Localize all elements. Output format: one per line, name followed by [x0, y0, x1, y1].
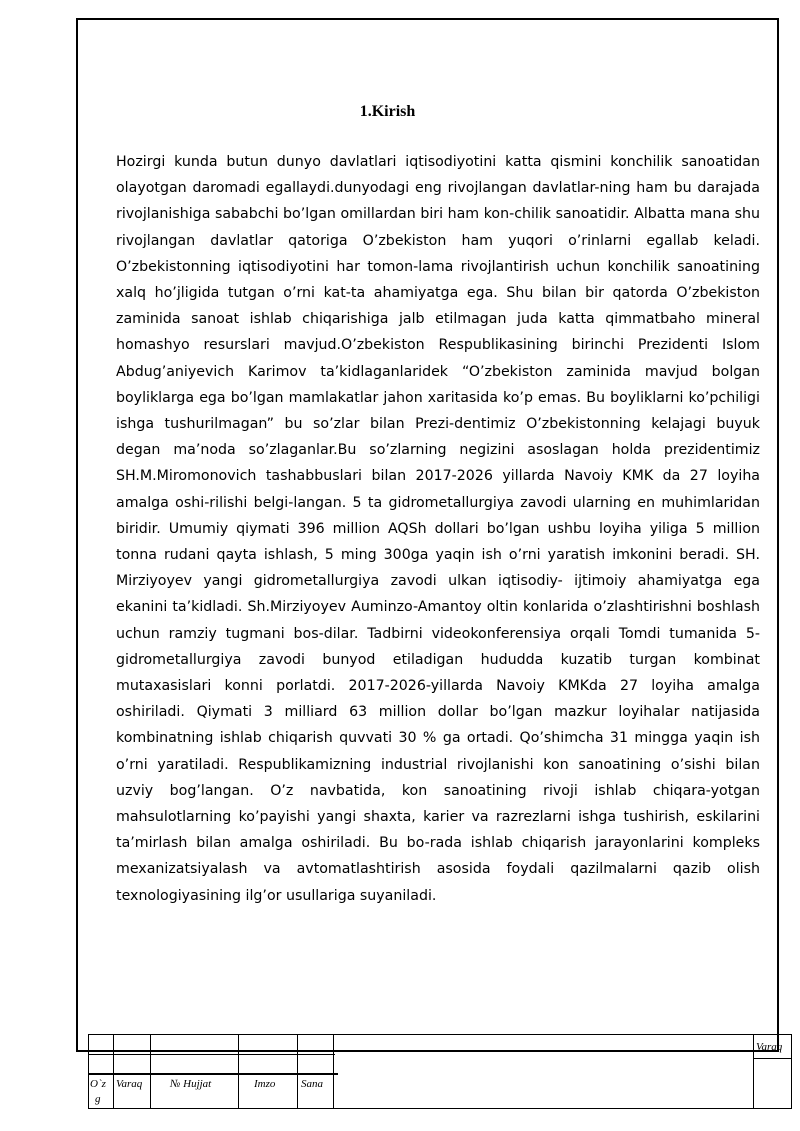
section-heading: 1.Kirish [359, 103, 416, 120]
stamp-label-varaq: Varaq [116, 1078, 143, 1090]
stamp-label-izm-2: g [95, 1093, 101, 1105]
stamp-label-sana: Sana [301, 1078, 323, 1090]
stamp-label-hujjat: № Hujjat [170, 1078, 212, 1090]
stamp-label-imzo: Imzo [254, 1078, 276, 1090]
body-paragraph: Hozirgi kunda butun dunyo davlatlari iqtisodiyotini katta qismini konchilik sanoatidan olayotgan daromadi egallaydi.dunyodagi eng rivojlangan davlatlar-ning ham bu darajada rivojlanishiga sababchi bo’lgan omillardan biri ham kon-chilik sanoatidir. Albatta mana shu rivojlangan davlatlar qatoriga O’zbekiston ham yuqori o’rinlarni egallab keladi. O’zbekistonning iqtisodiyotini har tomon-lama rivojlantirish uchun konchilik sanoatining xalq ho’jligida tutgan o’rni kat-ta ahamiyatga ega. Shu bilan bir qatorda O’zbekiston zaminida sanoat ishlab chiqarishiga jalb etilmagan juda katta qimmatbaho mineral homashyo resurslari mavjud.O’zbekiston Respublikasining birinchi Prezidenti Islom Abdug’aniyevich Karimov ta’kidlaganlaridek “O’zbekiston zaminida mavjud bolgan boyliklarga ega bo’lgan mamlakatlar jahon xaritasida ko’p emas. Bu boyliklarni ko’pchiligi ishga tushurilmagan” bu so’zlar bilan Prezi-dentimiz O’zbekistonning kelajagi buyuk degan ma’noda so’zlaganlar.Bu so’zlarning negizini asoslagan holda prezidentimiz SH.M.Miromonovich tashabbuslari bilan 2017-2026 yillarda Navoiy KMK da 27 loyiha amalga oshi-rilishi belgi-langan. 5 ta gidrometallurgiya zavodi ularning en muhimlaridan biridir. Umumiy qiymati 396 million AQSh dollari bo’lgan ushbu loyiha yiliga 5 million tonna rudani qayta ishlash, 5 ming 300ga yaqin ish o’rni yaratish imkonini beradi. SH. Mirziyoyev yangi gidrometallurgiya zavodi ulkan iqtisodiy- ijtimoiy ahamiyatga ega ekanini ta’kidladi. Sh.Mirziyoyev Auminzo-Amantoy oltin konlarida o’zlashtirishni boshlash uchun ramziy tugmani bos-dilar. Tadbirni videokonferensiya orqali Tomdi tumanida 5-gidrometallurgiya zavodi bunyod etiladigan hududda kuzatib turgan kombinat mutaxasislari konni porlatdi. 2017-2026-yillarda Navoiy KMKda 27 loyiha amalga oshiriladi. Qiymati 3 milliard 63 million dollar bo’lgan mazkur loyihalar natijasida kombinatning ishlab chiqarish quvvati 30 % ga ortadi. Qo’shimcha 31 mingga yaqin ish o’rni yaratiladi. Respublikamizning industrial rivojlanishi kon sanoatining o’sishi bilan uzviy bog’langan. O’z navbatida, kon sanoatining rivoji ishlab chiqara-yotgan mahsulotlarning ko’payishi yangi shaxta, karier va razrezlarni ishga tushirish, eskilarini ta’mirlash bilan amalga oshiriladi. Bu bo-rada ishlab chiqarish jarayonlarini kompleks mexanizatsiyalash va avtomatlashtirish asosida foydali qazilmalarni qazib olish texnologiyasining ilg’or usullariga suyaniladi. [116, 154, 760, 904]
stamp-label-sheet: Varaq [756, 1041, 783, 1053]
stamp-label-izm: O`z [90, 1078, 106, 1090]
